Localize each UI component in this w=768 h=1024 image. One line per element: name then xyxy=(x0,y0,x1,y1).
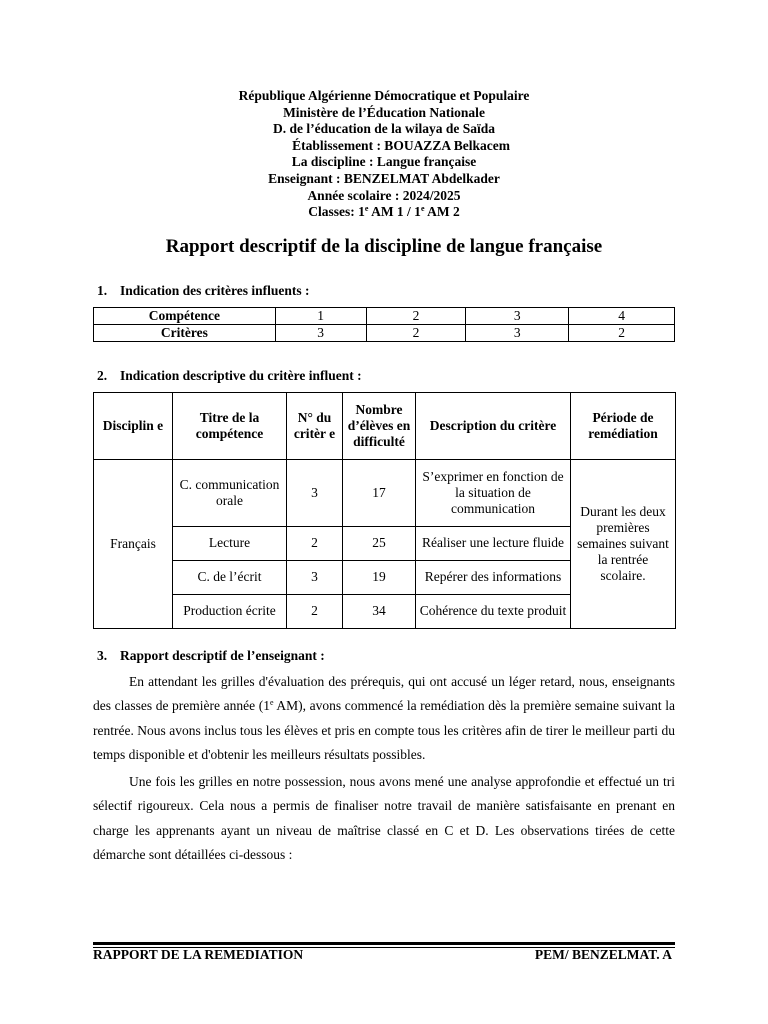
header-competence-col: Titre de la compétence xyxy=(173,392,287,459)
nombre-cell: 17 xyxy=(343,459,416,526)
description-cell: Cohérence du texte produit xyxy=(416,594,571,628)
header-critere-col: N° du critèr e xyxy=(287,392,343,459)
table-cell: 2 xyxy=(366,307,466,324)
critere-cell: 2 xyxy=(287,594,343,628)
criteria-table xyxy=(93,307,675,342)
report-title: Rapport descriptif de la discipline de langue française xyxy=(165,235,603,257)
header-discipline: La discipline : Langue française xyxy=(291,154,477,170)
table-row xyxy=(94,459,676,526)
description-cell: S’exprimer en fonction de la situation de communication xyxy=(416,459,571,526)
table-header-row xyxy=(94,392,676,459)
footer-rule-thick xyxy=(93,942,675,945)
header-school: Établissement : BOUAZZA Belkacem xyxy=(292,137,510,153)
header-classes: Classes: 1e AM 1 / 1e AM 2 xyxy=(308,204,460,220)
footer-right: PEM/ BENZELMAT. A xyxy=(534,947,672,962)
header-year: Année scolaire : 2024/2025 xyxy=(307,187,461,203)
nombre-cell: 19 xyxy=(343,560,416,594)
nombre-cell: 25 xyxy=(343,526,416,560)
section-1-title: 1. Indication des critères influents : xyxy=(97,282,310,298)
competence-cell: Lecture xyxy=(173,526,287,560)
header-description-col: Description du critère xyxy=(416,392,571,459)
table-cell: 1 xyxy=(275,307,366,324)
competence-cell: C. de l’écrit xyxy=(173,560,287,594)
header-ministry: Ministère de l’Éducation Nationale xyxy=(283,104,485,120)
header-directorate: D. de l’éducation de la wilaya de Saïda xyxy=(272,121,496,137)
table-row xyxy=(94,324,675,341)
document-page xyxy=(93,88,675,868)
section-2-title: 2. Indication descriptive du critère influent : xyxy=(97,367,362,383)
header-teacher: Enseignant : BENZELMAT Abdelkader xyxy=(268,170,500,186)
descriptive-table xyxy=(93,392,676,629)
critere-cell: 2 xyxy=(287,526,343,560)
document-header xyxy=(93,88,675,221)
periode-cell: Durant les deux premières semaines suivant la rentrée scolaire. xyxy=(571,459,676,628)
discipline-cell: Français xyxy=(94,459,173,628)
table-cell: 3 xyxy=(275,324,366,341)
table-cell: 3 xyxy=(466,307,569,324)
table-cell: 3 xyxy=(466,324,569,341)
report-paragraph-1: En attendant les grilles d'évaluation des prérequis, qui ont accusé un léger retard, nous, enseignants des classes de première année (1e AM), avons commencé la remédiation dès la première semaine suivant la rentrée. Nous avons inclus tous les élèves et pris en compte tous les critères afin de tirer le meilleur parti du temps disponible et d'obtenir les meilleurs résultats possibles. xyxy=(93,673,675,763)
header-discipline-col: Disciplin e xyxy=(94,392,173,459)
footer-left: RAPPORT DE LA REMEDIATION xyxy=(93,947,304,962)
header-nombre-col: Nombre d’élèves en difficulté xyxy=(343,392,416,459)
table-cell: 2 xyxy=(366,324,466,341)
description-cell: Réaliser une lecture fluide xyxy=(416,526,571,560)
critere-cell: 3 xyxy=(287,560,343,594)
row-label-criteres: Critères xyxy=(94,324,276,341)
nombre-cell: 34 xyxy=(343,594,416,628)
competence-cell: Production écrite xyxy=(173,594,287,628)
table-cell: 4 xyxy=(569,307,675,324)
row-label-competence: Compétence xyxy=(94,307,276,324)
table-row xyxy=(94,307,675,324)
teacher-report xyxy=(93,670,675,868)
header-republic: République Algérienne Démocratique et Populaire xyxy=(238,88,530,103)
table-cell: 2 xyxy=(569,324,675,341)
header-periode-col: Période de remédiation xyxy=(571,392,676,459)
section-3-title: 3. Rapport descriptif de l’enseignant : xyxy=(97,647,325,663)
competence-cell: C. communication orale xyxy=(173,459,287,526)
description-cell: Repérer des informations xyxy=(416,560,571,594)
critere-cell: 3 xyxy=(287,459,343,526)
report-paragraph-2: Une fois les grilles en notre possession, nous avons mené une analyse approfondie et effectué un tri sélectif rigoureux. Cela nous a permis de finaliser notre travail de manière satisfaisante en prenant en charge les apprenants ayant un niveau de maîtrise classé en C et D. Les observations tirées de cette démarche sont détaillées ci-dessous : xyxy=(93,773,675,863)
